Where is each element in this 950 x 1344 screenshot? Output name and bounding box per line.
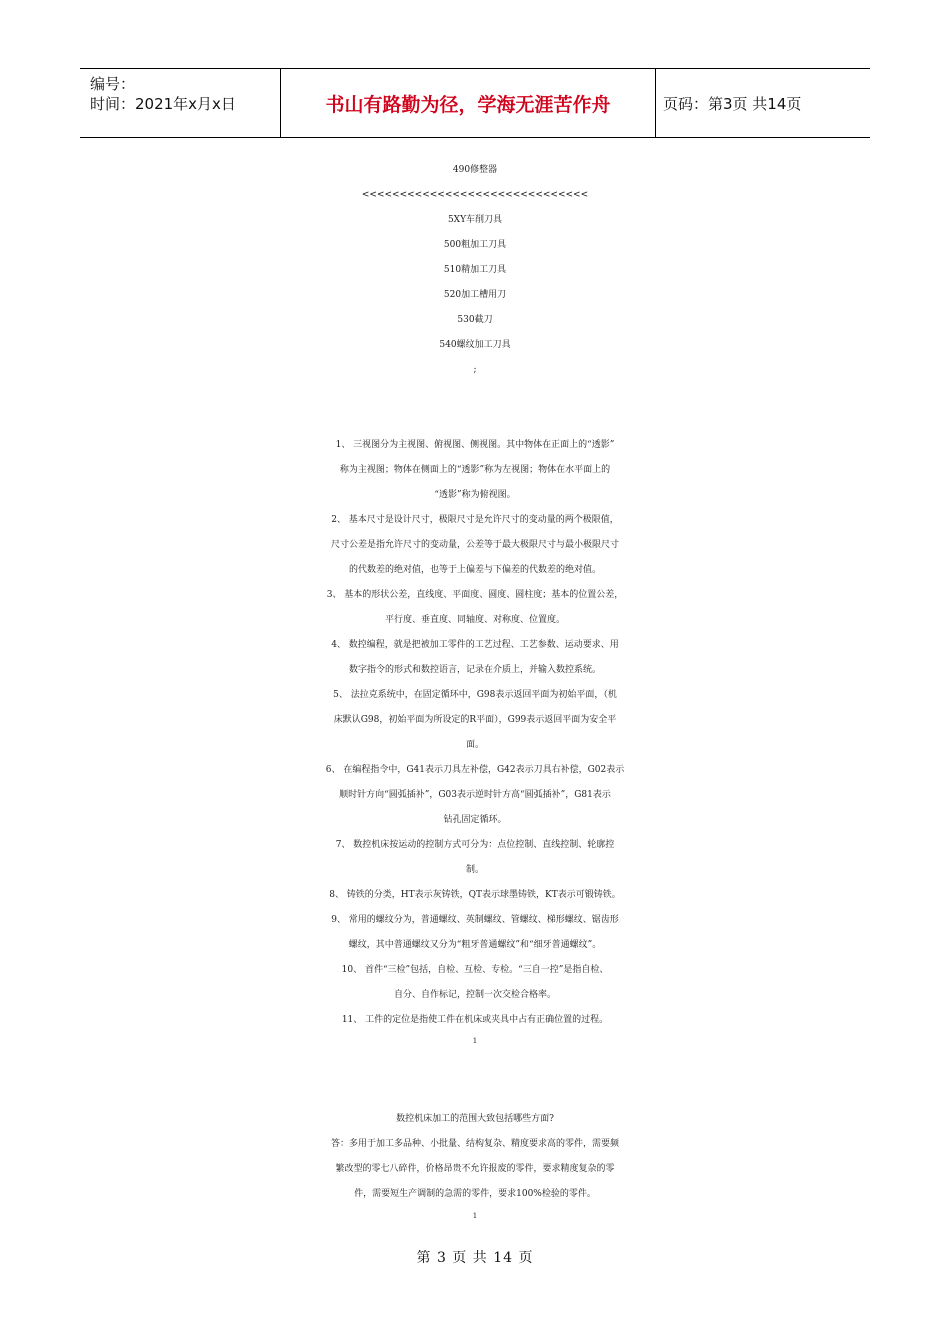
list-item: <<<<<<<<<<<<<<<<<<<<<<<<<<<<<< xyxy=(361,190,589,200)
paragraph-line: 钻孔固定循环。 xyxy=(443,815,507,825)
paragraph-line: 螺纹，其中普通螺纹又分为“粗牙普通螺纹”和“细牙普通螺纹”。 xyxy=(348,940,602,950)
paragraph-line: 11、 工件的定位是指使工件在机床或夹具中占有正确位置的过程。 xyxy=(341,1015,609,1025)
marker-text: 1 xyxy=(472,1037,478,1045)
paragraph-line: 9、 常用的螺纹分为，普通螺纹、英制螺纹、管螺纹、梯形螺纹、锯齿形 xyxy=(331,915,619,925)
paragraph-line: 面。 xyxy=(465,740,484,750)
header-motto-cell xyxy=(280,69,656,137)
marker-text: 1 xyxy=(472,1212,478,1220)
paragraph-line: 8、 铸铁的分类，HT表示灰铸铁，QT表示球墨铸铁，KT表示可锻铸铁。 xyxy=(329,890,621,900)
tool-list xyxy=(300,158,650,383)
paragraph-line: 平行度、垂直度、同轴度、对称度、位置度。 xyxy=(384,615,565,625)
list-item: 520加工槽用刀 xyxy=(443,290,507,300)
paragraph-line: 自分、自作标记，控制一次交检合格率。 xyxy=(393,990,556,1000)
answer-line: 答：多用于加工多品种、小批量、结构复杂、精度要求高的零件，需要频 xyxy=(330,1139,619,1149)
paragraph-line: 10、 首件“三检”包括，自检、互检、专检。“三自一控”是指自检、 xyxy=(341,965,609,975)
motto: 书山有路勤为径，学海无涯苦作舟 xyxy=(325,94,611,116)
question-title: 数控机床加工的范围大致包括哪些方面? xyxy=(396,1114,554,1124)
paragraph-line: 称为主视图；物体在侧面上的“透影”称为左视图；物体在水平面上的 xyxy=(339,465,611,475)
list-item: ; xyxy=(473,365,477,375)
date-label: 时间：2021年x月x日 xyxy=(90,95,236,113)
paragraph-line: 的代数差的绝对值，也等于上偏差与下偏差的代数差的绝对值。 xyxy=(348,565,601,575)
header-page-cell xyxy=(655,69,870,137)
paragraph-line: 2、 基本尺寸是设计尺寸，极限尺寸是允许尺寸的变动量的两个极限值， xyxy=(331,515,619,525)
list-item: 490修整器 xyxy=(452,165,498,175)
list-item: 510精加工刀具 xyxy=(443,265,507,275)
paragraph-line: 1、 三视图分为主视图、俯视图、侧视图。其中物体在正面上的“透影” xyxy=(335,440,615,450)
paragraph-line: 7、 数控机床按运动的控制方式可分为：点位控制、直线控制、轮廓控 xyxy=(335,840,615,850)
list-item: 540螺纹加工刀具 xyxy=(439,340,511,350)
paragraph-line: 5、 法拉克系统中，在固定循环中，G98表示返回平面为初始平面，（机 xyxy=(333,690,617,700)
paragraph-line: 床默认G98，初始平面为所设定的R平面），G99表示返回平面为安全平 xyxy=(333,715,617,725)
paragraph-line: 尺寸公差是指允许尺寸的变动量，公差等于最大极限尺寸与最小极限尺寸 xyxy=(330,540,619,550)
paragraph-line: 4、 数控编程，就是把被加工零件的工艺过程、工艺参数、运动要求、用 xyxy=(331,640,619,650)
paragraph-line: 数字指令的形式和数控语言，记录在介质上，并输入数控系统。 xyxy=(348,665,601,675)
number-label: 编号： xyxy=(90,75,136,93)
page-info: 页码：第3页 共14页 xyxy=(663,95,802,113)
header-left-cell xyxy=(80,69,280,137)
answer-line: 件，需要短生产调制的急需的零件，要求100%检验的零件。 xyxy=(354,1189,596,1199)
paragraph-line: 6、 在编程指令中，G41表示刀具左补偿，G42表示刀具右补偿，G02表示 xyxy=(325,765,625,775)
answer-line: 繁改型的零七八碎件，价格昂贵不允许报废的零件，要求精度复杂的零 xyxy=(335,1164,615,1174)
list-item: 530截刀 xyxy=(457,315,493,325)
paragraph-line: 顺时针方向“圆弧插补”，G03表示逆时针方高“圆弧插补”，G81表示 xyxy=(339,790,611,800)
list-item: 500粗加工刀具 xyxy=(443,240,507,250)
paragraph-line: “透影”称为俯视图。 xyxy=(434,490,516,500)
page-footer: 第 3 页 共 14 页 xyxy=(416,1250,534,1266)
paragraph-line: 制。 xyxy=(465,865,484,875)
list-item: 5XY车削刀具 xyxy=(447,215,503,225)
paragraph-line: 3、 基本的形状公差，直线度、平面度、圆度、圆柱度；基本的位置公差， xyxy=(326,590,624,600)
page-header xyxy=(80,68,870,138)
